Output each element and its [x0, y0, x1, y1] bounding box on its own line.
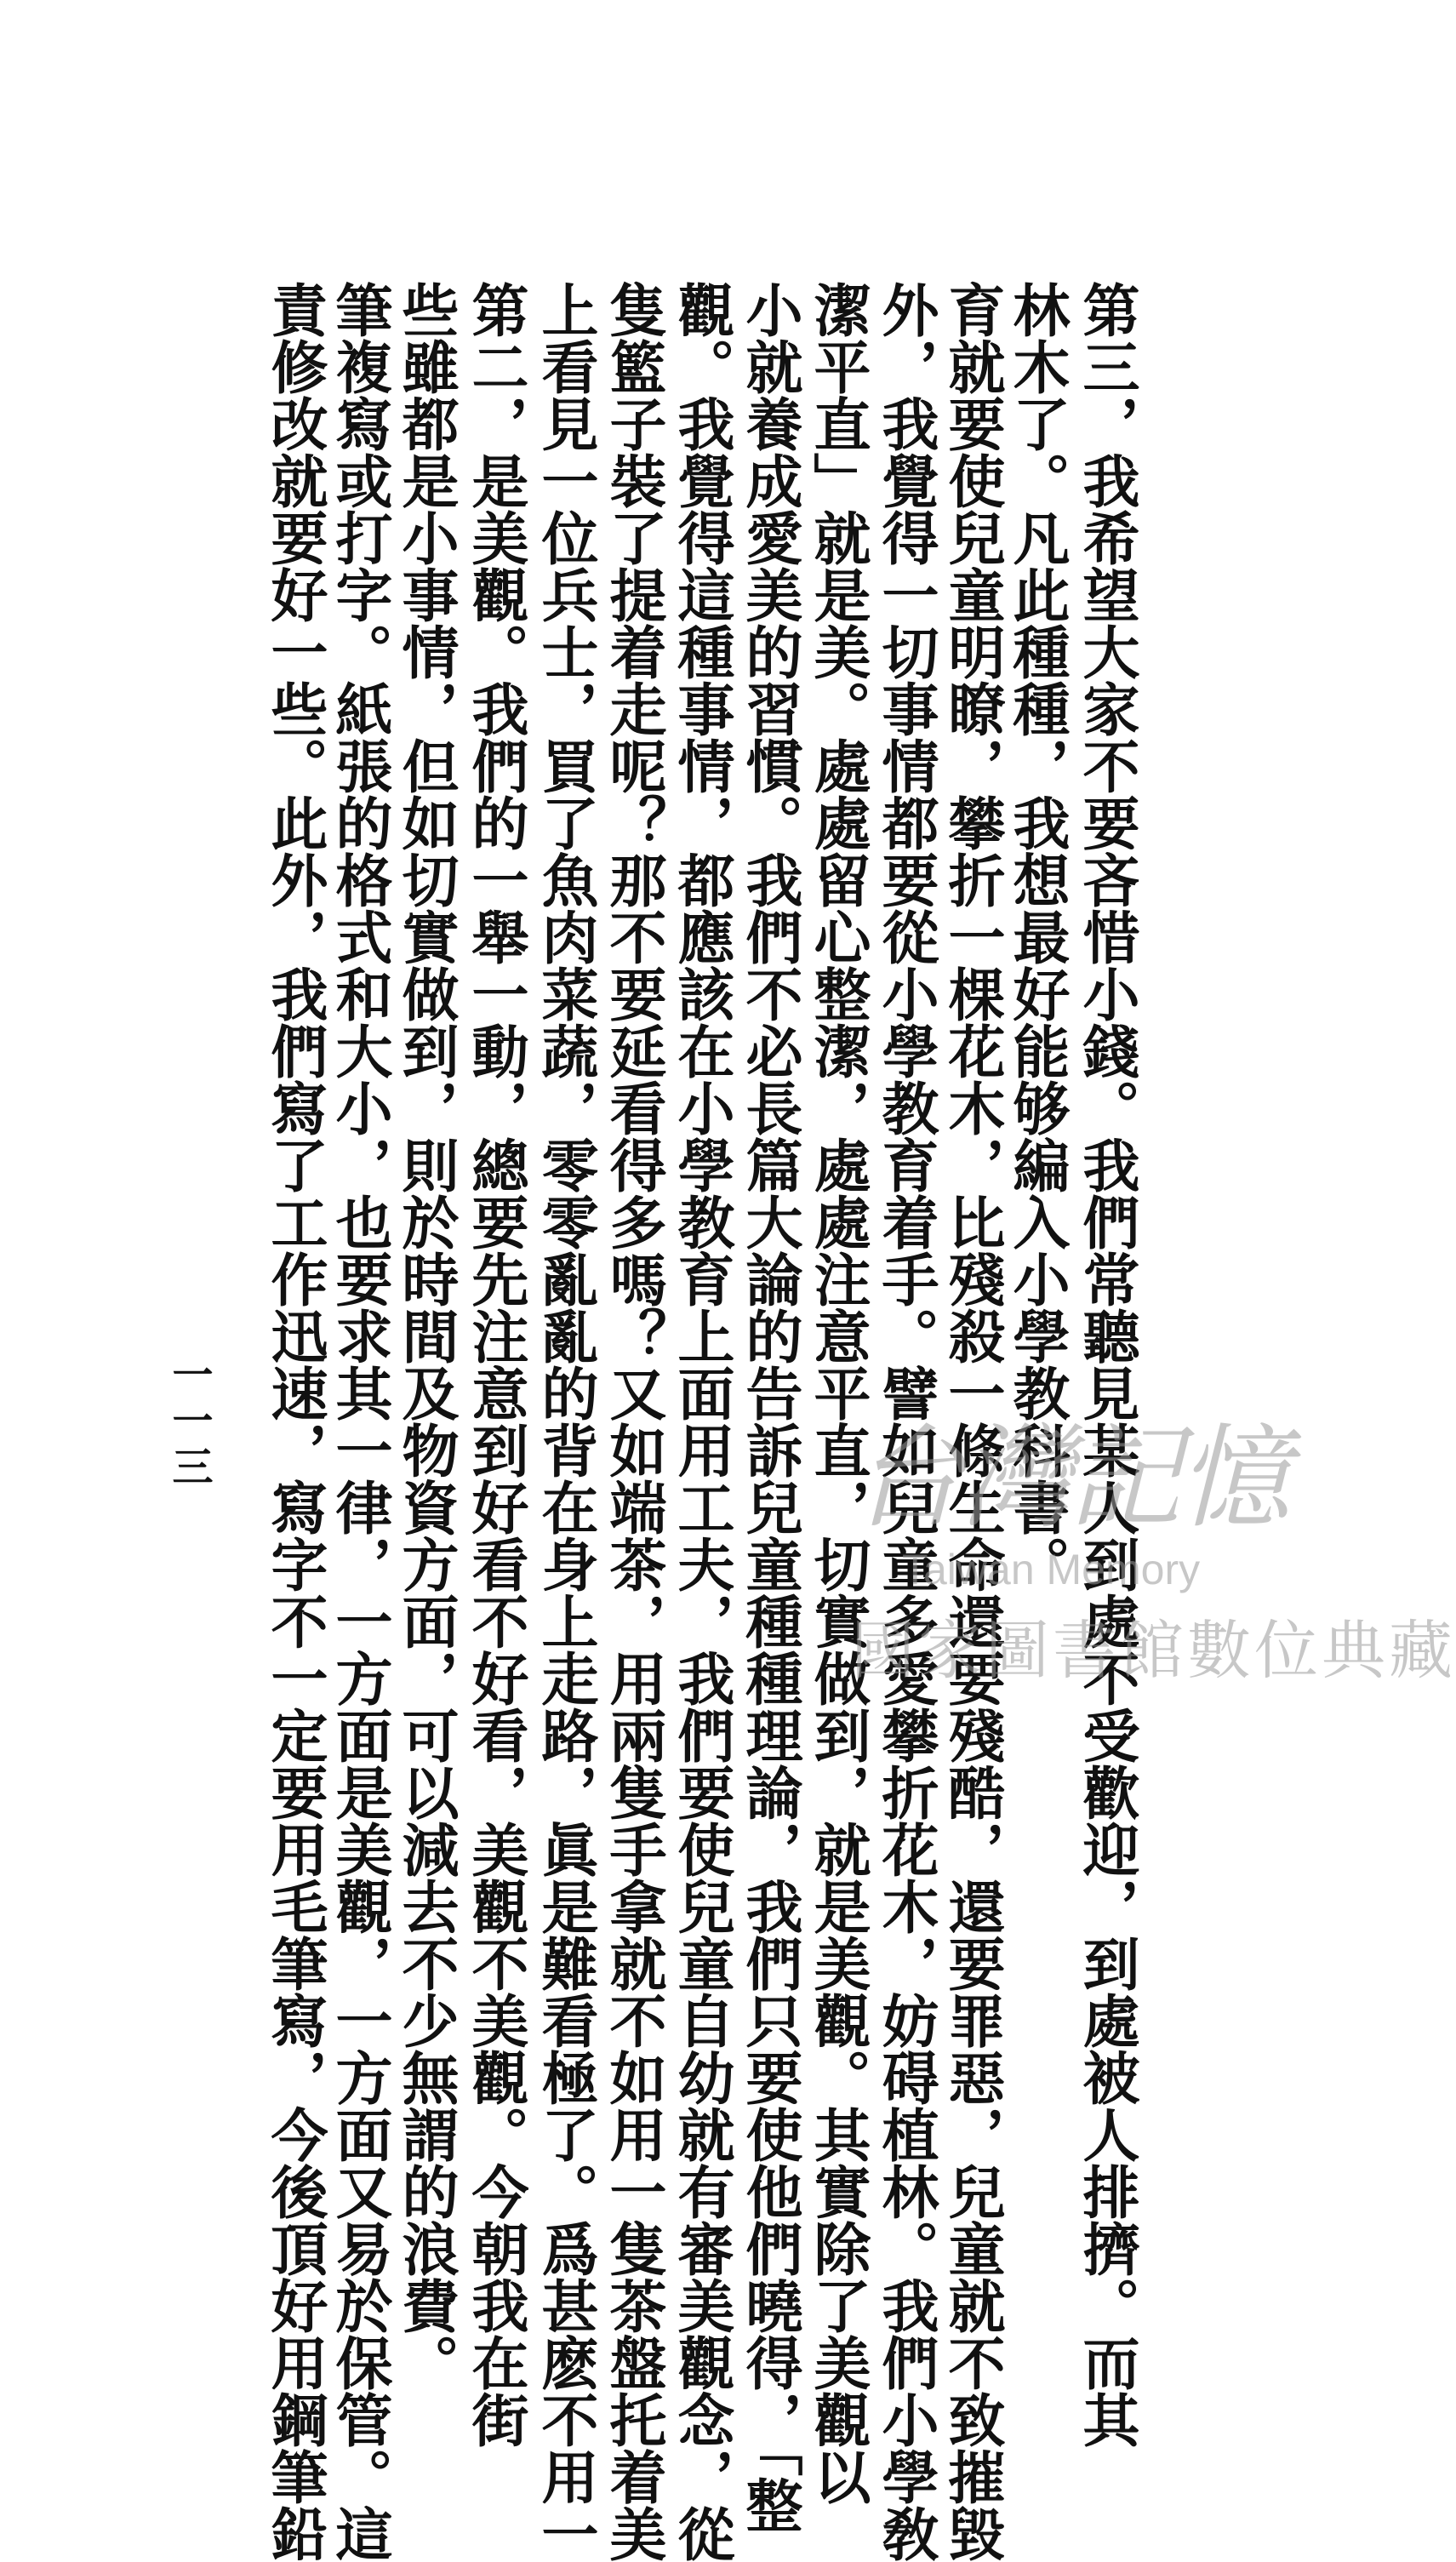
text-column-9: 潔平直」就是美。處處留心整潔，處處注意平直，切實做到，就是美觀。其實除了美觀以: [805, 281, 872, 2505]
watermark-english: Taiwan Memory: [902, 1546, 1201, 1593]
page-number: 一一三: [165, 1353, 213, 1491]
text-column-5: 上看見一位兵士，買了魚肉菜蔬，零零亂亂的背在身上走路，眞是難看極了。爲甚麽不用一: [533, 281, 600, 2562]
text-column-4: 第二，是美觀。我們的一舉一動，總要先注意到好看不好看，美觀不美觀。今朝我在街: [463, 281, 530, 2448]
watermark-chinese: 國家圖書館數位典藏: [851, 1613, 1456, 1688]
watermark-logo: 台灣記憶: [851, 1413, 1287, 1544]
text-column-13: 第三，我希望大家不要吝惜小錢。我們常聽見某人到處不受歡迎，到處被人排擠。而其: [1074, 281, 1141, 2448]
text-column-7: 觀。我覺得這種事情，都應該在小學教育上面用工夫，我們要使兒童自幼就有審美觀念，從: [669, 281, 736, 2562]
text-column-6: 隻籃子裝了提着走呢？那不要延看得多嗎？又如端茶，用兩隻手拿就不如用一隻茶盤托着美: [601, 281, 668, 2562]
text-column-10: 外，我覺得一切事情都要從小學教育着手。譬如兒童多愛攀折花木，妨碍植林。我們小學敎: [873, 281, 940, 2562]
text-column-12: 林木了。凡此種種，我想最好能够編入小學教科書。: [1004, 281, 1071, 1593]
watermark: [851, 1387, 1456, 1753]
text-column-11: 育就要使兒童明瞭，攀折一棵花木，比殘殺一條生命還要殘酷，還要罪惡，兒童就不致摧毀: [939, 281, 1007, 2562]
text-column-8: 小就養成愛美的習慣。我們不必長篇大論的告訴兒童種種理論，我們只要使他們曉得，「整: [737, 281, 804, 2534]
text-column-1: 責修改就要好一些。此外，我們寫了工作迅速，寫字不一定要用毛筆寫，今後頂好用鋼筆鉛: [262, 281, 329, 2562]
text-column-2: 筆複寫或打字。紙張的格式和大小，也要求其一律，一方面是美觀，一方面又易於保管。這: [327, 281, 394, 2562]
text-column-3: 些雖都是小事情，但如切實做到，則於時間及物資方面，可以減去不少無謂的浪費。: [393, 281, 460, 2391]
